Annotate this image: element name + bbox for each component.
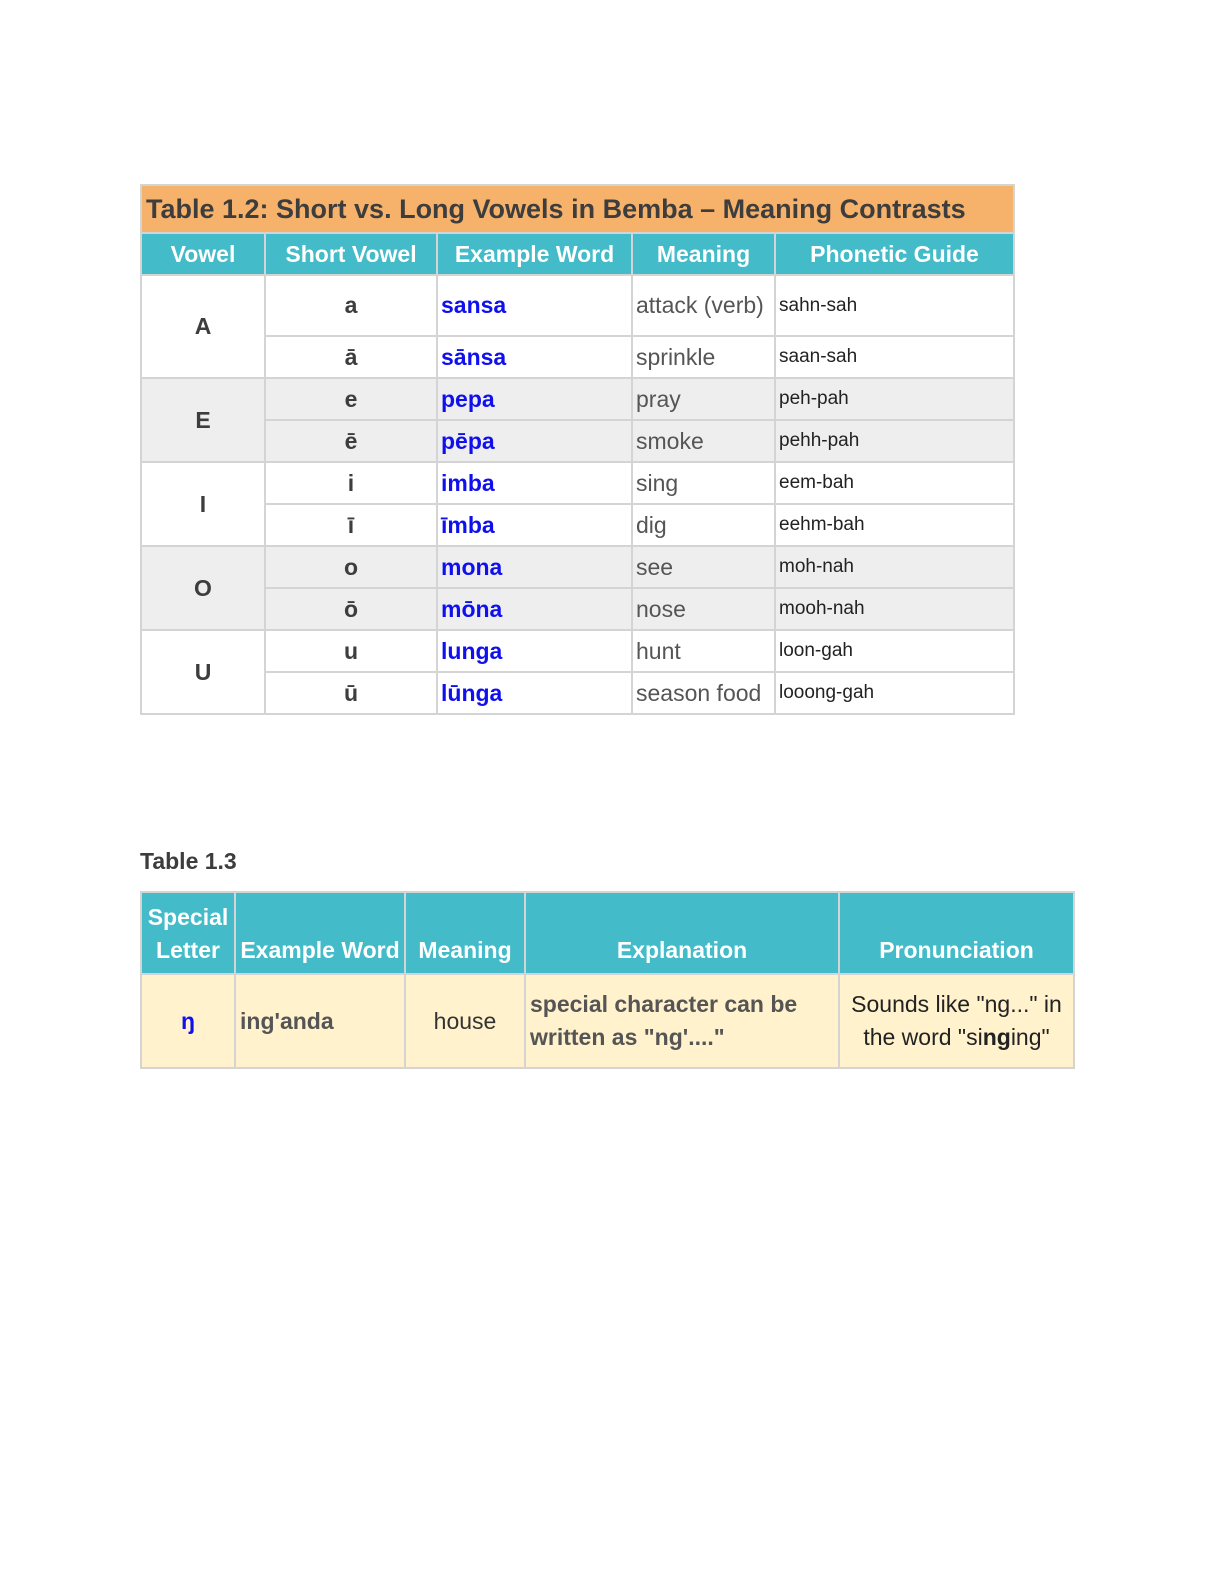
table-row bbox=[141, 504, 1014, 546]
vowel-label: O bbox=[141, 546, 265, 630]
pronunciation-line2-post: ing" bbox=[1010, 1024, 1050, 1050]
pronunciation-line2-bold: ng bbox=[982, 1024, 1011, 1050]
phonetic-cell: looong-gah bbox=[775, 672, 1014, 714]
table-row bbox=[141, 275, 1014, 336]
example-word-cell: ing'anda bbox=[235, 974, 405, 1068]
header-pronunciation: Pronunciation bbox=[839, 892, 1074, 974]
pronunciation-cell bbox=[839, 974, 1074, 1068]
short-vowel-cell: o bbox=[265, 546, 437, 588]
short-vowel-cell: e bbox=[265, 378, 437, 420]
table-row bbox=[141, 378, 1014, 420]
meaning-cell: dig bbox=[632, 504, 775, 546]
special-letter-cell: ŋ bbox=[141, 974, 235, 1068]
meaning-cell: hunt bbox=[632, 630, 775, 672]
meaning-cell: house bbox=[405, 974, 525, 1068]
phonetic-cell: peh-pah bbox=[775, 378, 1014, 420]
pronunciation-line2-pre: the word "si bbox=[863, 1024, 983, 1050]
vowel-label: U bbox=[141, 630, 265, 714]
phonetic-cell: loon-gah bbox=[775, 630, 1014, 672]
vowel-label: E bbox=[141, 378, 265, 462]
short-vowel-cell: a bbox=[265, 275, 437, 336]
phonetic-cell: saan-sah bbox=[775, 336, 1014, 378]
example-word-cell: lunga bbox=[437, 630, 632, 672]
vowel-label: A bbox=[141, 275, 265, 378]
table-row bbox=[141, 462, 1014, 504]
header-phonetic-guide: Phonetic Guide bbox=[775, 233, 1014, 275]
example-word-cell: lūnga bbox=[437, 672, 632, 714]
table-header-row bbox=[141, 892, 1074, 974]
example-word-cell: īmba bbox=[437, 504, 632, 546]
pronunciation-line1: Sounds like "ng..." in bbox=[851, 991, 1062, 1017]
meaning-cell: sing bbox=[632, 462, 775, 504]
short-vowel-cell: ī bbox=[265, 504, 437, 546]
meaning-cell: smoke bbox=[632, 420, 775, 462]
header-short-vowel: Short Vowel bbox=[265, 233, 437, 275]
short-vowel-cell: u bbox=[265, 630, 437, 672]
phonetic-cell: pehh-pah bbox=[775, 420, 1014, 462]
explanation-line2: written as "ng'...." bbox=[530, 1024, 725, 1050]
header-example-word: Example Word bbox=[437, 233, 632, 275]
explanation-cell bbox=[525, 974, 839, 1068]
header-example-word: Example Word bbox=[235, 892, 405, 974]
header-vowel: Vowel bbox=[141, 233, 265, 275]
example-word-cell: mōna bbox=[437, 588, 632, 630]
explanation-line1: special character can be bbox=[530, 991, 798, 1017]
special-letter-table bbox=[140, 891, 1075, 1069]
vowel-contrast-table bbox=[140, 184, 1015, 715]
table-row bbox=[141, 974, 1074, 1068]
short-vowel-cell: ā bbox=[265, 336, 437, 378]
header-explanation: Explanation bbox=[525, 892, 839, 974]
meaning-cell: see bbox=[632, 546, 775, 588]
phonetic-cell: eehm-bah bbox=[775, 504, 1014, 546]
table-title-row bbox=[141, 185, 1014, 233]
meaning-cell: season food bbox=[632, 672, 775, 714]
phonetic-cell: sahn-sah bbox=[775, 275, 1014, 336]
table-header-row bbox=[141, 233, 1014, 275]
header-special-line1: Special bbox=[147, 904, 229, 930]
short-vowel-cell: ō bbox=[265, 588, 437, 630]
header-meaning: Meaning bbox=[405, 892, 525, 974]
header-meaning: Meaning bbox=[632, 233, 775, 275]
short-vowel-cell: ū bbox=[265, 672, 437, 714]
example-word-cell: sānsa bbox=[437, 336, 632, 378]
table-row bbox=[141, 588, 1014, 630]
header-special-letter bbox=[141, 892, 235, 974]
meaning-cell: pray bbox=[632, 378, 775, 420]
table-row bbox=[141, 546, 1014, 588]
meaning-cell: sprinkle bbox=[632, 336, 775, 378]
meaning-cell: nose bbox=[632, 588, 775, 630]
short-vowel-cell: ē bbox=[265, 420, 437, 462]
table-caption: Table 1.3 bbox=[140, 848, 237, 874]
example-word-cell: mona bbox=[437, 546, 632, 588]
phonetic-cell: moh-nah bbox=[775, 546, 1014, 588]
phonetic-cell: eem-bah bbox=[775, 462, 1014, 504]
vowel-label: I bbox=[141, 462, 265, 546]
table-row bbox=[141, 336, 1014, 378]
table-row bbox=[141, 630, 1014, 672]
example-word-cell: sansa bbox=[437, 275, 632, 336]
header-special-line2: Letter bbox=[156, 937, 220, 963]
example-word-cell: pēpa bbox=[437, 420, 632, 462]
table-title: Table 1.2: Short vs. Long Vowels in Bemba – Meaning Contrasts bbox=[141, 185, 1014, 233]
meaning-cell: attack (verb) bbox=[632, 275, 775, 336]
table-row bbox=[141, 420, 1014, 462]
example-word-cell: pepa bbox=[437, 378, 632, 420]
example-word-cell: imba bbox=[437, 462, 632, 504]
short-vowel-cell: i bbox=[265, 462, 437, 504]
phonetic-cell: mooh-nah bbox=[775, 588, 1014, 630]
table-row bbox=[141, 672, 1014, 714]
